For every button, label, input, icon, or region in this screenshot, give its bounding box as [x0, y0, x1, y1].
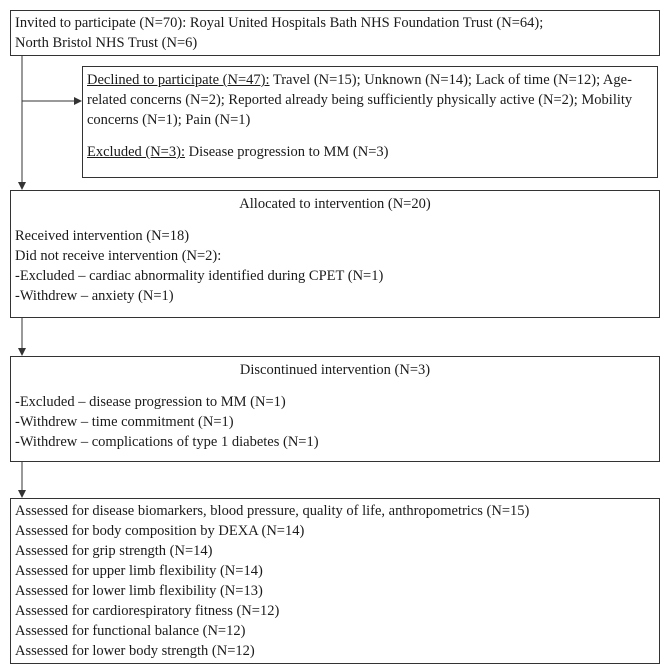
discontinued-line: -Withdrew – complications of type 1 diabetes (N=1)	[15, 434, 319, 450]
assessed-line: Assessed for lower body strength (N=12)	[15, 643, 255, 659]
allocated-line: Did not receive intervention (N=2):	[15, 248, 222, 264]
allocated-title: Allocated to intervention (N=20)	[239, 196, 431, 212]
assessed-line: Assessed for disease biomarkers, blood pressure, quality of life, anthropometrics (N=15)	[15, 503, 530, 519]
invited-line-2: North Bristol NHS Trust (N=6)	[15, 35, 198, 51]
declined-reasons: Travel (N=15); Unknown (N=14); Lack of time (N=12); Age-related concerns (N=2); Reported already being sufficiently physically active (N=2); Mobility concerns (N=1); Pain (N=1)	[87, 72, 633, 128]
allocated-line: Received intervention (N=18)	[15, 228, 190, 244]
assessed-line: Assessed for grip strength (N=14)	[15, 543, 213, 559]
discontinued-line: -Withdrew – time commitment (N=1)	[15, 414, 234, 430]
discontinued-title: Discontinued intervention (N=3)	[239, 362, 431, 378]
invited-line-1: Invited to participate (N=70): Royal United Hospitals Bath NHS Foundation Trust (N=64);	[15, 15, 544, 31]
declined-label: Declined to participate (N=47):	[87, 72, 270, 88]
assessed-line: Assessed for cardiorespiratory fitness (N=12)	[15, 603, 280, 619]
assessed-line: Assessed for body composition by DEXA (N=14)	[15, 523, 305, 539]
assessed-line: Assessed for lower limb flexibility (N=13)	[15, 583, 263, 599]
assessed-line: Assessed for functional balance (N=12)	[15, 623, 246, 639]
excluded-reasons: Disease progression to MM (N=3)	[184, 144, 389, 160]
discontinued-line: -Excluded – disease progression to MM (N=1)	[15, 394, 286, 410]
allocated-line: -Excluded – cardiac abnormality identified during CPET (N=1)	[15, 268, 384, 284]
excluded-label: Excluded (N=3):	[87, 144, 185, 160]
assessed-line: Assessed for upper limb flexibility (N=14)	[15, 563, 263, 579]
allocated-line: -Withdrew – anxiety (N=1)	[15, 288, 174, 304]
